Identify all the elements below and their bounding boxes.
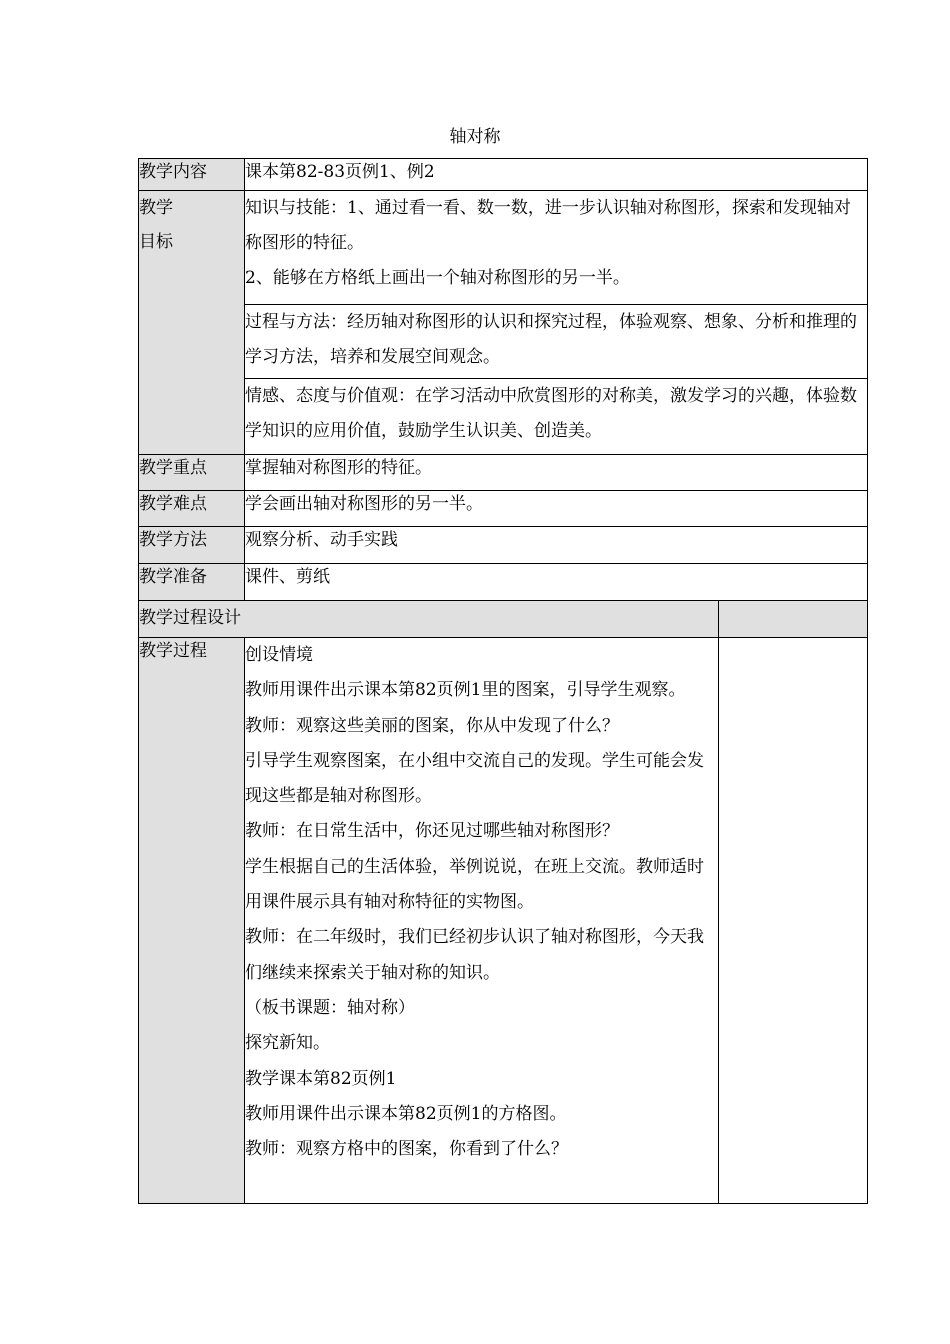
row-content (139, 159, 868, 191)
process-paragraph: 探究新知。 (245, 1033, 330, 1054)
objective-knowledge-text-2: 2、能够在方格纸上画出一个轴对称图形的另一半。 (245, 268, 630, 288)
document-title: 轴对称 (449, 127, 501, 147)
label-difficulty: 教学难点 (139, 491, 245, 527)
process-paragraph: 教学课本第82页例1 (245, 1068, 397, 1089)
value-preparation: 课件、剪纸 (245, 564, 868, 601)
row-difficulty (139, 491, 868, 527)
design-header: 教学过程设计 (139, 601, 719, 638)
label-preparation: 教学准备 (139, 564, 245, 601)
row-preparation (139, 564, 868, 601)
value-key-point: 掌握轴对称图形的特征。 (245, 455, 868, 491)
label-key-point: 教学重点 (139, 455, 245, 491)
row-key-point (139, 455, 868, 491)
process-paragraph: 创设情境 (245, 645, 313, 665)
objective-knowledge (245, 191, 868, 305)
process-paragraph: 教师用课件出示课本第82页例1的方格图。 (245, 1103, 567, 1124)
process-notes-column (719, 638, 868, 1204)
process-paragraph: 教师：在二年级时，我们已经初步认识了轴对称图形，今天我们继续来探索关于轴对称的知识。 (245, 927, 704, 983)
process-paragraph: 教师：在日常生活中，你还见过哪些轴对称图形？ (245, 821, 619, 842)
process-content (245, 638, 719, 1204)
label-process: 教学过程 (139, 638, 245, 1204)
process-paragraph: （板书课题：轴对称） (245, 997, 415, 1018)
row-objective-knowledge (139, 191, 868, 305)
label-objectives (139, 191, 245, 455)
value-method: 观察分析、动手实践 (245, 527, 868, 564)
lesson-plan-table (138, 158, 868, 1204)
row-method (139, 527, 868, 564)
design-header-side (719, 601, 868, 638)
row-objective-process (139, 305, 868, 379)
label-objectives-line1: 教学 (139, 198, 173, 218)
value-difficulty: 学会画出轴对称图形的另一半。 (245, 491, 868, 527)
row-design-header (139, 601, 868, 638)
label-objectives-line2: 目标 (139, 232, 173, 252)
process-paragraph: 教师：观察方格中的图案，你看到了什么？ (245, 1139, 568, 1160)
process-paragraph: 教师用课件出示课本第82页例1里的图案，引导学生观察。 (245, 680, 686, 701)
objective-process: 过程与方法：经历轴对称图形的认识和探究过程，体验观察、想象、分析和推理的学习方法，培养和发展空间观念。 (245, 305, 868, 379)
label-method: 教学方法 (139, 527, 245, 564)
label-content: 教学内容 (139, 159, 245, 191)
process-paragraph: 引导学生观察图案，在小组中交流自己的发现。学生可能会发现这些都是轴对称图形。 (245, 750, 704, 807)
value-content: 课本第82-83页例1、例2 (245, 159, 868, 191)
process-paragraph: 学生根据自己的生活体验，举例说说，在班上交流。教师适时用课件展示具有轴对称特征的实物图。 (245, 856, 704, 913)
row-process (139, 638, 868, 1204)
process-paragraph: 教师：观察这些美丽的图案，你从中发现了什么？ (245, 715, 619, 736)
objective-emotion: 情感、态度与价值观：在学习活动中欣赏图形的对称美，激发学习的兴趣，体验数学知识的应用价值，鼓励学生认识美、创造美。 (245, 379, 868, 455)
objective-knowledge-text: 知识与技能：1、通过看一看、数一数，进一步认识轴对称图形，探索和发现轴对称图形的特征。 (245, 198, 851, 253)
row-objective-emotion (139, 379, 868, 455)
